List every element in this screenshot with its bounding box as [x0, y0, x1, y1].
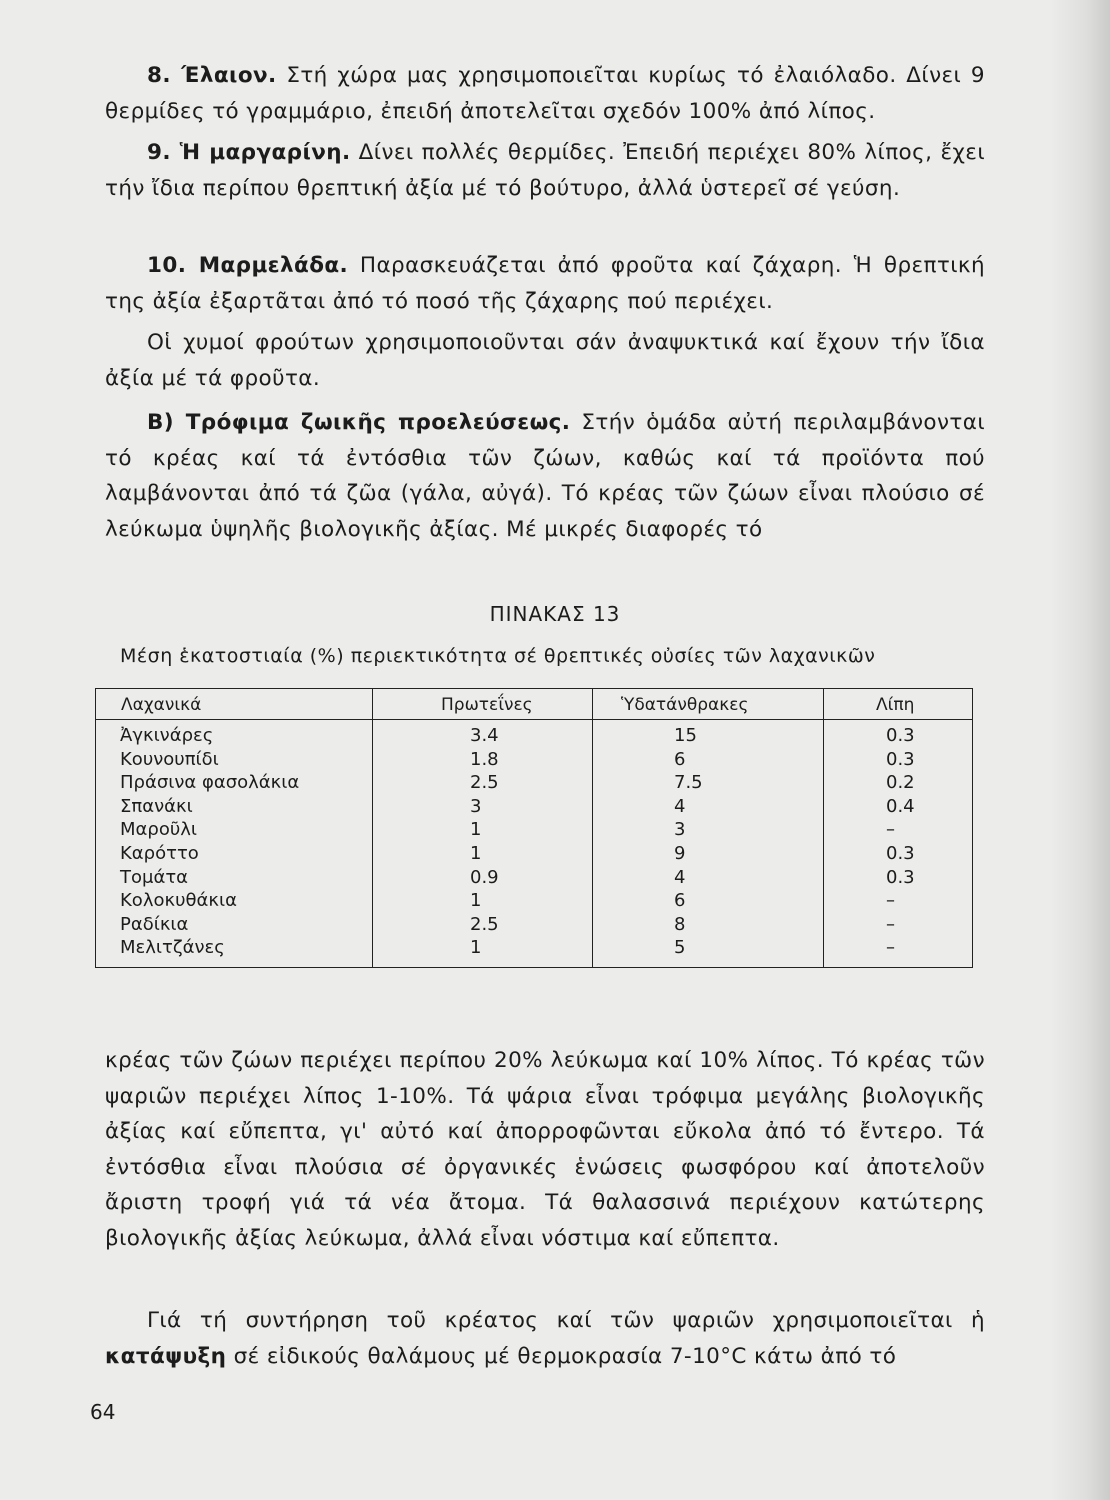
fat-value: 0.3 — [886, 748, 915, 770]
table-column-divider — [372, 689, 373, 967]
carbohydrate-value: 9 — [674, 842, 686, 864]
protein-value: 3.4 — [470, 725, 499, 746]
carbohydrate-value: 8 — [674, 913, 686, 935]
paragraph-text: Στή χώρα μας χρησιμοποιεῖται κυρίως τό ἐλαιόλαδο. Δίνει 9 θερμίδες τό γραμμάριο, ἐπειδή ἀποτελεῖται σχεδόν 100% ἀπό λίπος. — [105, 63, 985, 124]
fat-value: 0.3 — [886, 842, 915, 864]
vegetable-name: Ραδίκια — [120, 913, 189, 935]
table-caption: Μέση ἑκατοστιαία (%) περιεκτικότητα σέ θρεπτικές οὐσίες τῶν λαχανικῶν — [120, 645, 876, 667]
carbohydrate-value: 4 — [674, 795, 686, 817]
paragraph-lead: 9. Ἡ μαργαρίνη. — [147, 140, 351, 165]
protein-value: 0.9 — [470, 866, 499, 888]
column-fats — [886, 724, 915, 960]
fat-value: – — [886, 819, 895, 841]
header-vegetables: Λαχανικά — [121, 695, 202, 715]
vegetable-name: Ἀγκινάρες — [120, 725, 214, 746]
paragraph-text: Οἱ χυμοί φρούτων χρησιμοποιοῦνται σάν ἀναψυκτικά καί ἔχουν τήν ἴδια ἀξία μέ τά φροῦτα. — [105, 330, 985, 391]
paragraph-lead: 10. Μαρμελάδα. — [147, 253, 349, 278]
column-vegetables — [120, 724, 299, 960]
paragraph-text: κρέας τῶν ζώων περιέχει περίπου 20% λεύκωμα καί 10% λίπος. Τό κρέας τῶν ψαριῶν περιέχει λίπος 1-10%. Τά ψάρια εἶναι τρόφιμα μεγάλης βιολογικῆς ἀξίας καί εὔπεπτα, γι' αὐτό καί ἀπορροφῶνται εὔκολα ἀπό τό ἔντερο. Τά ἐντόσθια εἶναι πλούσια σέ ὀργανικές ἑνώσεις φωσφόρου καί ἀποτελοῦν ἄριστη τροφή γιά τά νέα ἄτομα. Τά θαλασσινά περιέχουν κατώτερης βιολογικῆς ἀξίας λεύκωμα, ἀλλά εἶναι νόστιμα καί εὔπεπτα. — [105, 1048, 985, 1251]
paragraph-text: Παρασκευάζεται ἀπό φροῦτα καί ζάχαρη. Ἡ θρεπτική της ἀξία ἐξαρτᾶται ἀπό τό ποσό τῆς ζάχαρης πού περιέχει. — [105, 253, 985, 314]
protein-value: 3 — [470, 795, 482, 817]
paragraph-lead: 8. Έλαιον. — [147, 63, 277, 88]
protein-value: 2.5 — [470, 772, 499, 794]
fat-value: 0.2 — [886, 772, 915, 794]
paragraph-marmalade — [105, 248, 985, 319]
paragraph-juices — [105, 325, 985, 396]
paragraph-elaion — [105, 58, 985, 129]
table-header-divider — [96, 719, 972, 720]
fat-value: 0.3 — [886, 866, 915, 888]
nutrient-table — [95, 688, 973, 968]
carbohydrate-value: 7.5 — [674, 772, 703, 794]
vegetable-name: Κολοκυθάκια — [120, 890, 237, 912]
protein-value: 1 — [470, 890, 482, 912]
binding-shadow — [1050, 0, 1110, 1500]
table-column-divider — [823, 689, 824, 967]
vegetable-name: Μαροῦλι — [120, 819, 197, 841]
vegetable-name: Σπανάκι — [120, 795, 193, 817]
protein-value: 1 — [470, 842, 482, 864]
column-proteins — [470, 724, 499, 960]
fat-value: 0.3 — [886, 725, 915, 746]
paragraph-preservation — [105, 1303, 985, 1374]
fat-value: 0.4 — [886, 795, 915, 817]
fat-value: – — [886, 890, 895, 912]
header-fats: Λίπη — [876, 695, 915, 715]
carbohydrate-value: 15 — [674, 725, 697, 746]
paragraph-lead: Β) Τρόφιμα ζωικῆς προελεύσεως. — [147, 410, 571, 435]
fat-value: – — [886, 913, 895, 935]
paragraph-text: Δίνει πολλές θερμίδες. Ἐπειδή περιέχει 80% λίπος, ἔχει τήν ἴδια περίπου θρεπτική ἀξία μέ τό βούτυρο, ἀλλά ὑστερεῖ σέ γεύση. — [105, 140, 985, 201]
table-column-divider — [592, 689, 593, 967]
header-carbohydrates: Ὑδατάνθρακες — [621, 695, 749, 715]
column-carbohydrates — [674, 724, 703, 960]
vegetable-name: Τομάτα — [120, 866, 189, 888]
vegetable-name: Κουνουπίδι — [120, 748, 219, 770]
protein-value: 1.8 — [470, 748, 499, 770]
paragraph-text: σέ εἰδικούς θαλάμους μέ θερμοκρασία 7-10°C κάτω ἀπό τό — [226, 1343, 897, 1369]
paragraph-meat-fish — [105, 1043, 985, 1256]
paragraph-animal-foods — [105, 405, 985, 547]
paragraph-text: Γιά τή συντήρηση τοῦ κρέατος καί τῶν ψαριῶν χρησιμοποιεῖται ἡ — [147, 1308, 985, 1333]
vegetable-name: Πράσινα φασολάκια — [120, 772, 300, 794]
fat-value: – — [886, 937, 895, 959]
paragraph-margarine — [105, 135, 985, 206]
carbohydrate-value: 5 — [674, 937, 686, 959]
keyword-freezing: κατάψυξη — [105, 1343, 227, 1369]
table-title: ΠΙΝΑΚΑΣ 13 — [489, 602, 621, 626]
paragraph-text: Στήν ὁμάδα αὐτή περιλαμβάνονται τό κρέας καί τά ἐντόσθια τῶν ζώων, καθώς καί τά προϊόντα πού λαμβάνονται ἀπό τά ζῶα (γάλα, αὐγά). Τό κρέας τῶν ζώων εἶναι πλούσιο σέ λεύκωμα ὑψηλῆς βιολογικῆς ἀξίας. Μέ μικρές διαφορές τό — [105, 410, 985, 542]
vegetable-name: Καρόττο — [120, 842, 199, 864]
vegetable-name: Μελιτζάνες — [120, 937, 225, 959]
carbohydrate-value: 6 — [674, 890, 686, 912]
carbohydrate-value: 3 — [674, 819, 686, 841]
protein-value: 1 — [470, 819, 482, 841]
protein-value: 1 — [470, 937, 482, 959]
page-number: 64 — [90, 1400, 116, 1424]
protein-value: 2.5 — [470, 913, 499, 935]
carbohydrate-value: 6 — [674, 748, 686, 770]
header-proteins: Πρωτεΐνες — [441, 695, 533, 715]
carbohydrate-value: 4 — [674, 866, 686, 888]
